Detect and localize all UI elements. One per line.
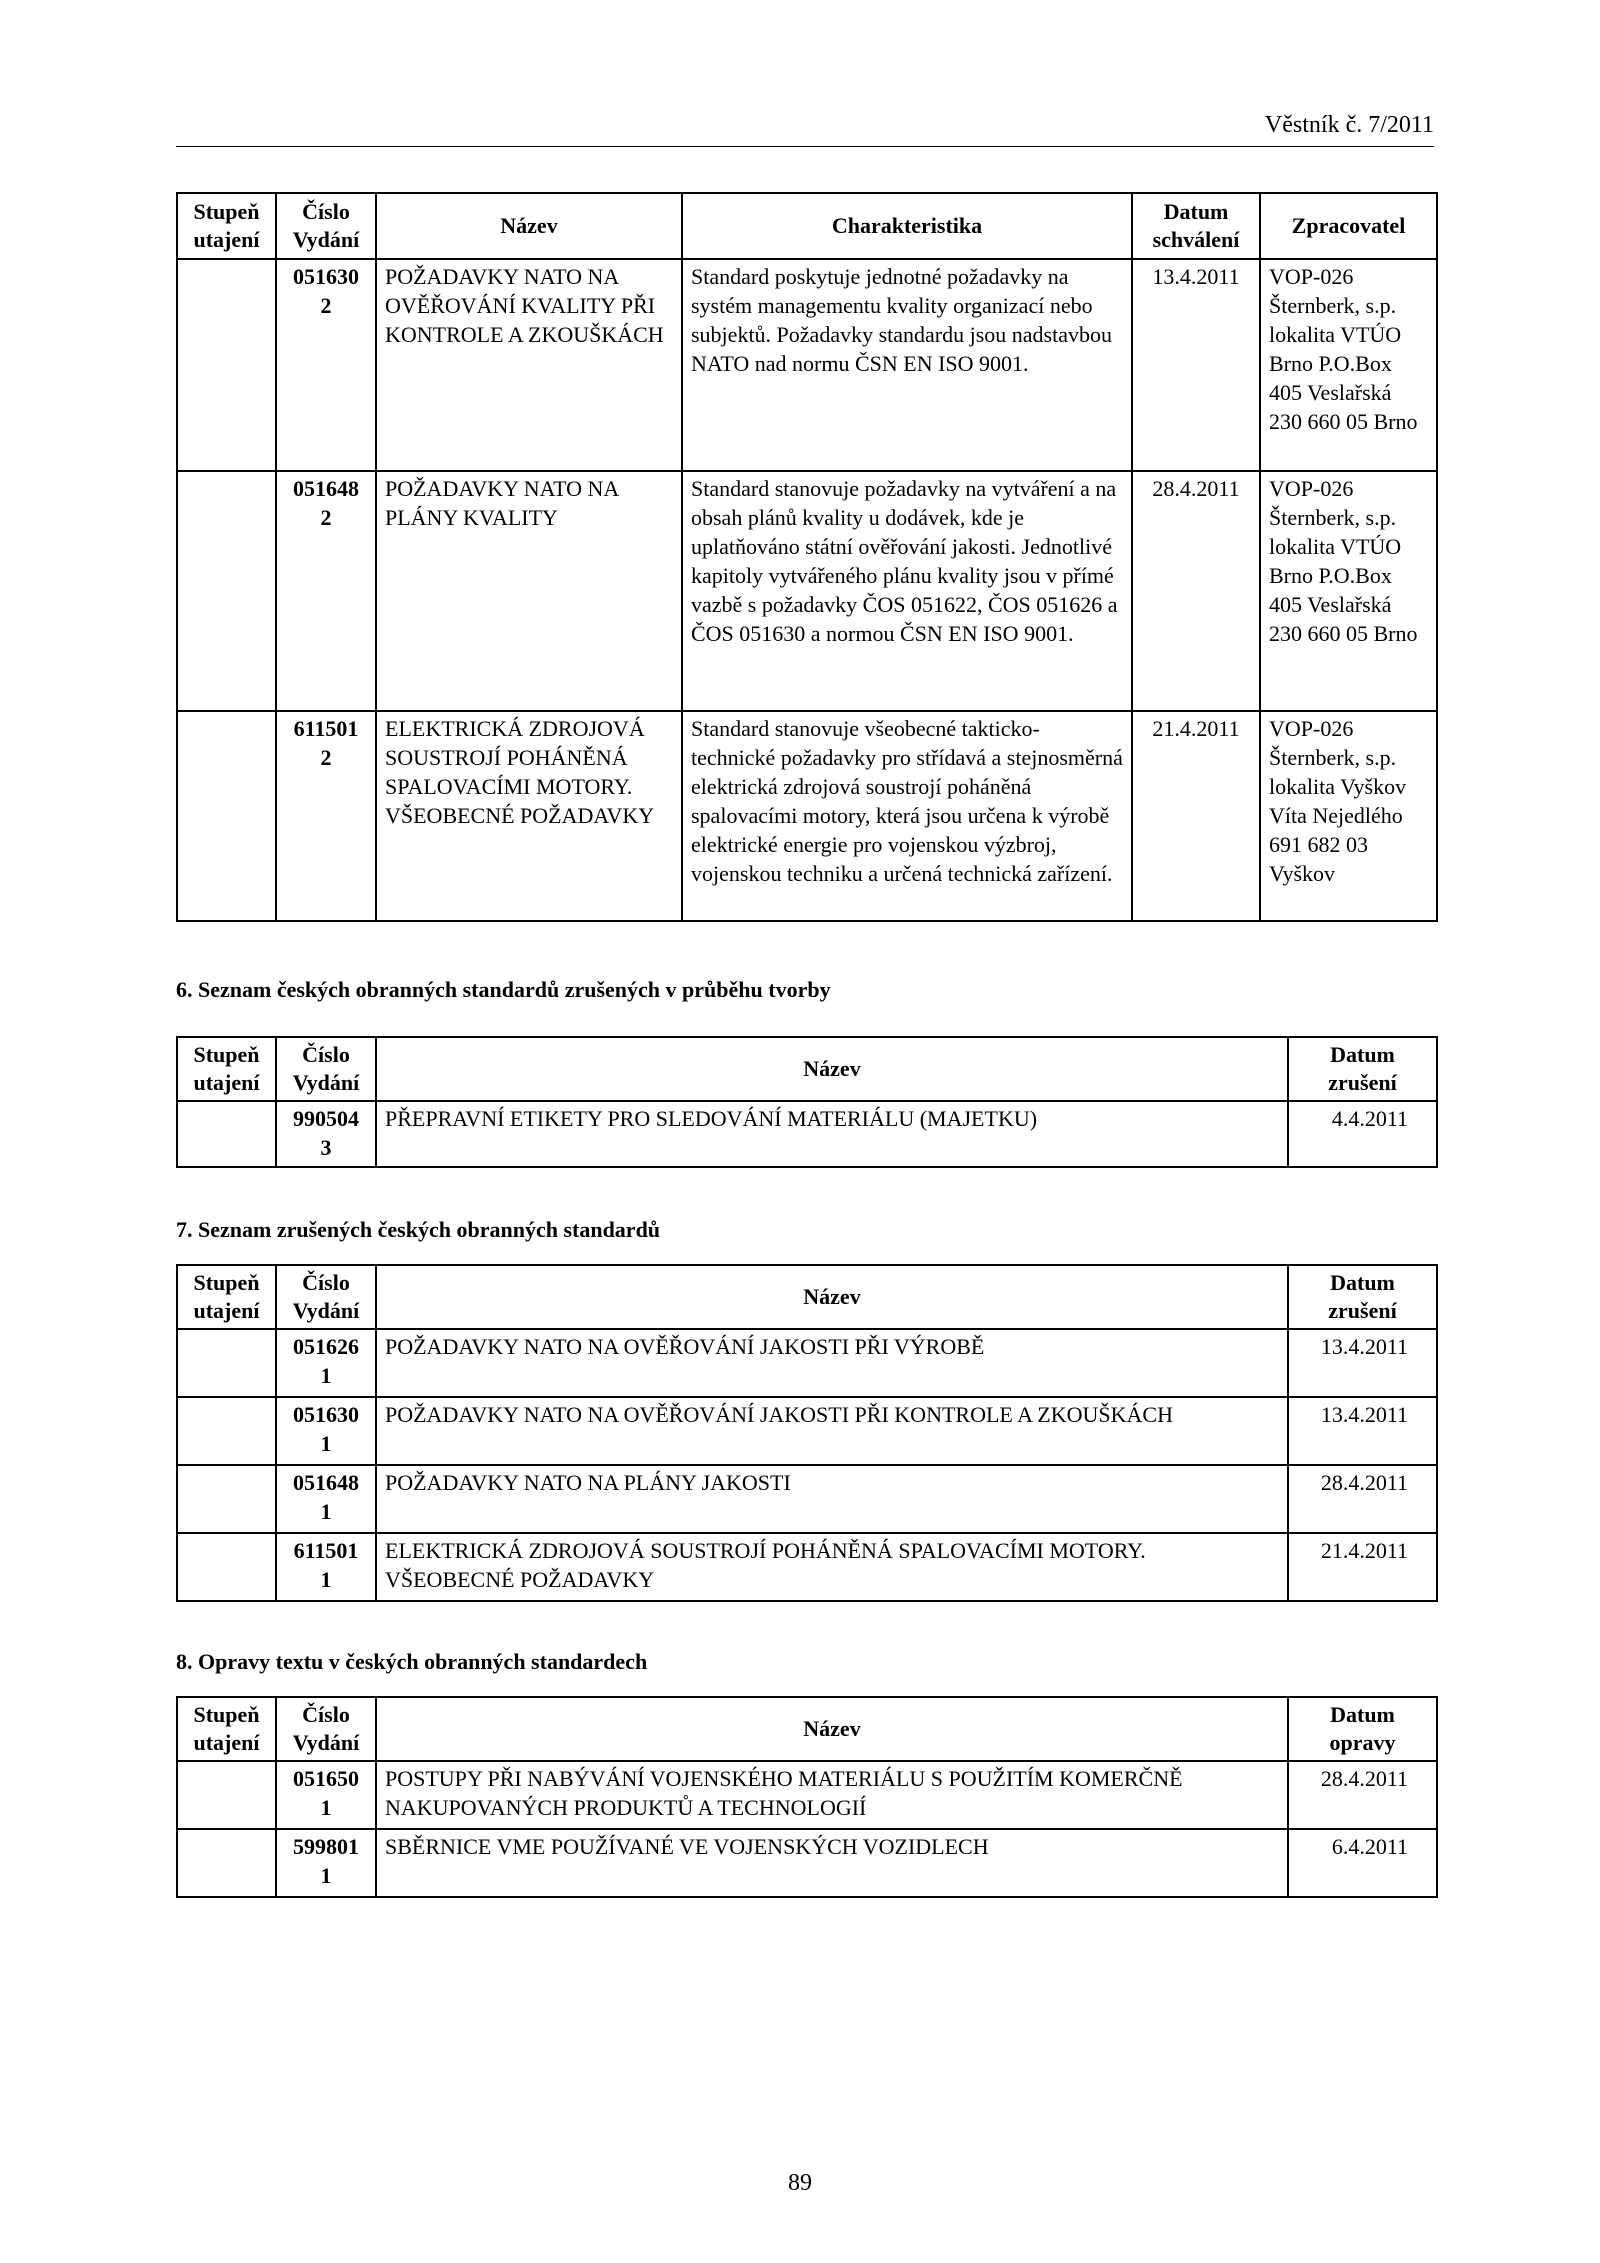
cell-cislo [276, 1329, 376, 1397]
cell-stupen [177, 1465, 276, 1533]
cell-nazev: POSTUPY PŘI NABÝVÁNÍ VOJENSKÉHO MATERIÁLU S POUŽITÍM KOMERČNĚ NAKUPOVANÝCH PRODUKTŮ A TECHNOLOGIÍ [376, 1761, 1288, 1829]
edition-number: 1 [320, 1567, 332, 1592]
standard-number: 611501 [293, 1538, 359, 1563]
cell-datum: 13.4.2011 [1132, 259, 1260, 471]
header-datum: Datum opravy [1288, 1697, 1437, 1761]
cell-charakteristika: Standard stanovuje všeobecné takticko-technické požadavky pro střídavá a stejnosměrná elektrická zdrojová soustrojí poháněná spalovacími motory, která jsou určena k výrobě elektrické energie pro vojenskou výzbroj, vojenskou techniku a určená technická zařízení. [682, 711, 1132, 921]
cell-nazev: POŽADAVKY NATO NA PLÁNY KVALITY [376, 471, 682, 711]
cell-stupen [177, 1329, 276, 1397]
section-6-title: 6. Seznam českých obranných standardů zrušených v průběhu tvorby [176, 977, 831, 1002]
standard-number: 599801 [293, 1834, 359, 1859]
table-row [177, 1761, 1437, 1829]
cancelled-standards-table [176, 1264, 1438, 1602]
header-stupen: Stupeň utajení [177, 1037, 276, 1101]
table-header-row [177, 1697, 1437, 1761]
cell-stupen [177, 1829, 276, 1897]
cell-charakteristika: Standard stanovuje požadavky na vytváření a na obsah plánů kvality u dodávek, kde je uplatňováno státní ověřování jakosti. Jednotlivé kapitoly vytvářeného plánu kvality jsou v přímé vazbě s požadavky ČOS 051622, ČOS 051626 a ČOS 051630 a normou ČSN EN ISO 9001. [682, 471, 1132, 711]
header-nazev: Název [376, 1697, 1288, 1761]
table-row [177, 1829, 1437, 1897]
header-nazev: Název [376, 1037, 1288, 1101]
header-nazev: Název [376, 1265, 1288, 1329]
cell-nazev: POŽADAVKY NATO NA PLÁNY JAKOSTI [376, 1465, 1288, 1533]
page-header [176, 110, 1434, 147]
table-row [177, 711, 1437, 921]
cell-datum: 6.4.2011 [1288, 1829, 1437, 1897]
edition-number: 1 [320, 1499, 332, 1524]
section-7-title: 7. Seznam zrušených českých obranných standardů [176, 1217, 661, 1242]
cell-datum: 21.4.2011 [1288, 1533, 1437, 1601]
standard-number: 051630 [293, 264, 359, 289]
corrections-table [176, 1696, 1438, 1898]
cell-nazev: POŽADAVKY NATO NA OVĚŘOVÁNÍ JAKOSTI PŘI KONTROLE A ZKOUŠKÁCH [376, 1397, 1288, 1465]
cell-cislo [276, 1761, 376, 1829]
edition-number: 2 [320, 745, 332, 770]
header-stupen: Stupeň utajení [177, 193, 276, 259]
table-header-row [177, 193, 1437, 259]
cell-nazev: POŽADAVKY NATO NA OVĚŘOVÁNÍ JAKOSTI PŘI VÝROBĚ [376, 1329, 1288, 1397]
cell-zpracovatel: VOP-026 Šternberk, s.p. lokalita Vyškov Víta Nejedlého 691 682 03 Vyškov [1260, 711, 1437, 921]
edition-number: 1 [320, 1363, 332, 1388]
header-stupen: Stupeň utajení [177, 1697, 276, 1761]
cell-datum: 13.4.2011 [1288, 1397, 1437, 1465]
cell-zpracovatel: VOP-026 Šternberk, s.p. lokalita VTÚO Brno P.O.Box 405 Veslařská 230 660 05 Brno [1260, 259, 1437, 471]
table-row [177, 471, 1437, 711]
standard-number: 990504 [293, 1106, 359, 1131]
cell-cislo [276, 1829, 376, 1897]
cell-cislo [276, 259, 376, 471]
standard-number: 051626 [293, 1334, 359, 1359]
table-header-row [177, 1037, 1437, 1101]
cell-nazev: ELEKTRICKÁ ZDROJOVÁ SOUSTROJÍ POHÁNĚNÁ SPALOVACÍMI MOTORY. VŠEOBECNÉ POŽADAVKY [376, 1533, 1288, 1601]
cell-datum: 28.4.2011 [1288, 1761, 1437, 1829]
standard-number: 051648 [293, 476, 359, 501]
cell-cislo [276, 711, 376, 921]
cell-nazev: ELEKTRICKÁ ZDROJOVÁ SOUSTROJÍ POHÁNĚNÁ SPALOVACÍMI MOTORY. VŠEOBECNÉ POŽADAVKY [376, 711, 682, 921]
cell-cislo [276, 471, 376, 711]
cell-nazev: SBĚRNICE VME POUŽÍVANÉ VE VOJENSKÝCH VOZIDLECH [376, 1829, 1288, 1897]
table-row [177, 1397, 1437, 1465]
cell-nazev: POŽADAVKY NATO NA OVĚŘOVÁNÍ KVALITY PŘI KONTROLE A ZKOUŠKÁCH [376, 259, 682, 471]
cell-cislo [276, 1465, 376, 1533]
cell-zpracovatel: VOP-026 Šternberk, s.p. lokalita VTÚO Brno P.O.Box 405 Veslařská 230 660 05 Brno [1260, 471, 1437, 711]
header-stupen: Stupeň utajení [177, 1265, 276, 1329]
header-cislo: Číslo Vydání [276, 193, 376, 259]
table-row [177, 1101, 1437, 1167]
header-cislo: Číslo Vydání [276, 1265, 376, 1329]
header-datum: Datum zrušení [1288, 1265, 1437, 1329]
bulletin-title: Věstník č. 7/2011 [1264, 112, 1434, 138]
edition-number: 1 [320, 1795, 332, 1820]
header-datum: Datum schválení [1132, 193, 1260, 259]
cell-stupen [177, 711, 276, 921]
section-8-title: 8. Opravy textu v českých obranných standardech [176, 1649, 648, 1674]
approved-standards-table [176, 192, 1438, 922]
cell-datum: 28.4.2011 [1288, 1465, 1437, 1533]
edition-number: 1 [320, 1431, 332, 1456]
table-row [177, 259, 1437, 471]
table-row [177, 1533, 1437, 1601]
edition-number: 2 [320, 293, 332, 318]
edition-number: 2 [320, 505, 332, 530]
standard-number: 611501 [293, 716, 359, 741]
header-nazev: Název [376, 193, 682, 259]
standard-number: 051650 [293, 1766, 359, 1791]
cancelled-during-creation-table [176, 1036, 1438, 1168]
cell-datum: 21.4.2011 [1132, 711, 1260, 921]
cell-cislo [276, 1101, 376, 1167]
header-cislo: Číslo Vydání [276, 1037, 376, 1101]
header-cislo: Číslo Vydání [276, 1697, 376, 1761]
cell-stupen [177, 1761, 276, 1829]
header-datum: Datum zrušení [1288, 1037, 1437, 1101]
edition-number: 3 [320, 1135, 332, 1160]
cell-datum: 28.4.2011 [1132, 471, 1260, 711]
cell-cislo [276, 1397, 376, 1465]
standard-number: 051648 [293, 1470, 359, 1495]
cell-stupen [177, 1533, 276, 1601]
table-row [177, 1465, 1437, 1533]
cell-datum: 13.4.2011 [1288, 1329, 1437, 1397]
cell-stupen [177, 259, 276, 471]
cell-stupen [177, 1101, 276, 1167]
standard-number: 051630 [293, 1402, 359, 1427]
cell-charakteristika: Standard poskytuje jednotné požadavky na systém managementu kvality organizací nebo subjektů. Požadavky standardu jsou nadstavbou NATO nad normu ČSN EN ISO 9001. [682, 259, 1132, 471]
table-row [177, 1329, 1437, 1397]
cell-cislo [276, 1533, 376, 1601]
page-number: 89 [788, 2170, 812, 2196]
table-header-row [177, 1265, 1437, 1329]
edition-number: 1 [320, 1863, 332, 1888]
header-charakteristika: Charakteristika [682, 193, 1132, 259]
cell-stupen [177, 1397, 276, 1465]
cell-nazev: PŘEPRAVNÍ ETIKETY PRO SLEDOVÁNÍ MATERIÁLU (MAJETKU) [376, 1101, 1288, 1167]
cell-datum: 4.4.2011 [1288, 1101, 1437, 1167]
header-zpracovatel: Zpracovatel [1260, 193, 1437, 259]
cell-stupen [177, 471, 276, 711]
